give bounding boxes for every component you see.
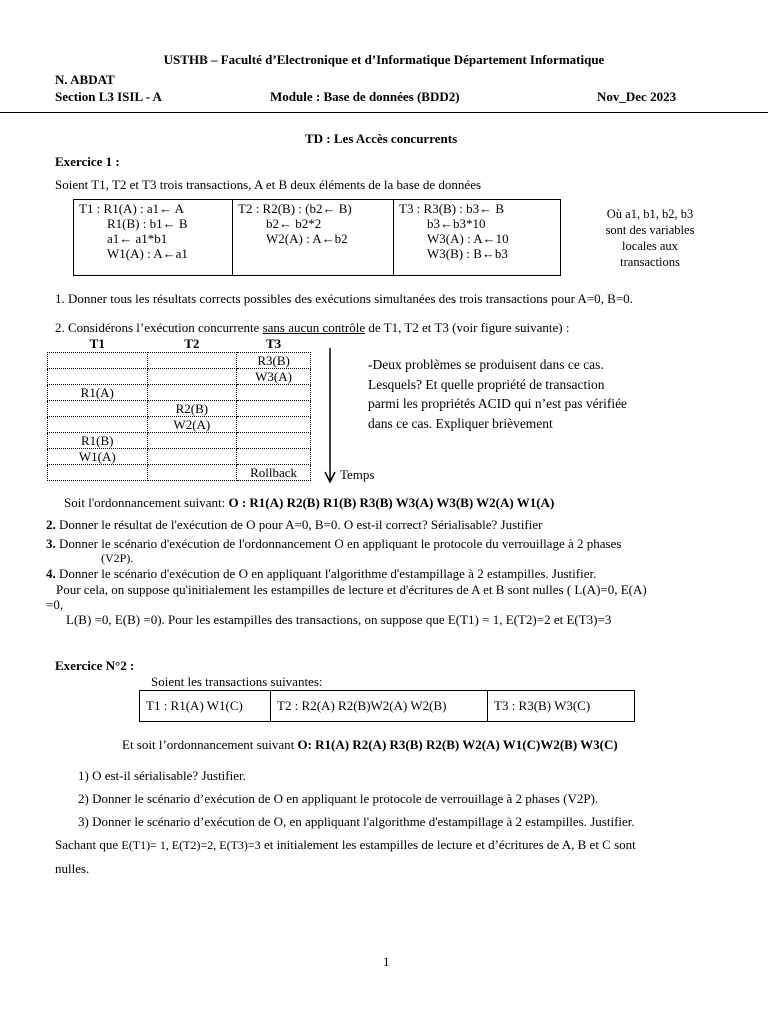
ex2-note-cont: nulles. xyxy=(55,861,90,876)
t1-line: a1← a1*b1 xyxy=(107,231,168,246)
schedule-row xyxy=(48,353,311,369)
transaction-t1-cell xyxy=(74,200,233,276)
t3-line: W3(A) : A←10 xyxy=(427,231,509,246)
ex2-t2-cell: T2 : R2(A) R2(B)W2(A) W2(B) xyxy=(271,691,488,722)
time-label: Temps xyxy=(340,467,375,482)
schedule-cell: Rollback xyxy=(237,465,311,481)
q2-number: 2. xyxy=(46,517,56,532)
page-number: 1 xyxy=(383,954,390,969)
schedule-cell xyxy=(147,449,237,465)
schedule-header: T1 xyxy=(89,336,105,351)
ex2-schedule-prefix: Et soit l’ordonnancement suivant xyxy=(122,737,298,752)
t1-line: R1(B) : b1← B xyxy=(107,216,188,231)
ex2-transactions-table xyxy=(139,690,635,722)
transactions-table xyxy=(73,199,561,276)
ex2-t1-cell: T1 : R1(A) W1(C) xyxy=(140,691,271,722)
question-1: 1. Donner tous les résultats corrects possibles des exécutions simultanées des trois transactions pour A=0, B=0. xyxy=(55,291,633,306)
q3-text: Donner le scénario d'exécution de l'ordonnancement O en appliquant le protocole du verrouillage à 2 phases xyxy=(55,536,622,551)
schedule-cell xyxy=(237,449,311,465)
schedule-table xyxy=(47,336,311,481)
problem-line: parmi les propriétés ACID qui n’est pas vérifiée xyxy=(368,396,628,411)
q2-underlined: sans aucun contrôle xyxy=(262,320,366,335)
schedule-cell xyxy=(147,465,237,481)
note-suffix: et initialement les estampilles de lecture et d’écritures de A, B et C sont xyxy=(260,837,636,852)
question-3-cont: (V2P). xyxy=(101,551,134,565)
schedule-row xyxy=(48,417,311,433)
schedule-cell: R3(B) xyxy=(237,353,311,369)
note-line: transactions xyxy=(620,255,680,269)
problem-line: -Deux problèmes se produisent dans ce cas. xyxy=(368,357,604,372)
schedule-row xyxy=(48,449,311,465)
author-name: N. ABDAT xyxy=(55,72,115,87)
institution-header: USTHB – Faculté d’Electronique et d’Informatique Département Informatique xyxy=(163,52,605,67)
question-2 xyxy=(46,517,542,533)
note-timestamps: E(T1)= 1, E(T2)=2, E(T3)=3 xyxy=(121,838,261,852)
module-label: Module : Base de données (BDD2) xyxy=(270,89,460,104)
question-4-cont: Pour cela, on suppose qu'initialement les estampilles de lecture et d'écritures de A et B sont nulles ( L(A)=0, E(A) xyxy=(56,582,647,597)
transaction-t2-cell xyxy=(233,200,394,276)
schedule-cell xyxy=(237,401,311,417)
header-divider xyxy=(0,112,768,113)
schedule-o-prefix: Soit l'ordonnancement suivant: xyxy=(64,495,229,510)
schedule-o-line xyxy=(64,495,554,511)
q3-number: 3. xyxy=(46,536,56,551)
ex2-schedule-o: O: R1(A) R2(A) R3(B) R2(B) W2(A) W1(C)W2(B) W3(C) xyxy=(297,737,618,752)
note-line: Où a1, b1, b2, b3 xyxy=(606,207,694,221)
schedule-cell: R1(B) xyxy=(48,433,148,449)
schedule-row xyxy=(48,401,311,417)
date-label: Nov_Dec 2023 xyxy=(597,89,677,104)
schedule-cell xyxy=(147,353,237,369)
local-variables-note xyxy=(578,206,722,270)
t1-line: T1 : R1(A) : a1← A xyxy=(79,201,185,216)
schedule-cell xyxy=(48,465,148,481)
t3-line: b3←b3*10 xyxy=(427,216,486,231)
exercise-1-intro: Soient T1, T2 et T3 trois transactions, A et B deux éléments de la base de données xyxy=(55,177,482,192)
question-2-intro xyxy=(55,320,569,336)
page-title: TD : Les Accès concurrents xyxy=(305,131,458,146)
ex2-note xyxy=(55,837,636,853)
ex2-question-3: 3) Donner le scénario d’exécution de O, en appliquant l'algorithme d'estampillage à 2 estampilles. Justifier. xyxy=(78,814,635,829)
q4-number: 4. xyxy=(46,566,56,581)
note-line: locales aux xyxy=(622,239,678,253)
note-prefix: Sachant que xyxy=(55,837,122,852)
schedule-cell xyxy=(48,353,148,369)
q2-prefix: 2. Considérons l’exécution concurrente xyxy=(55,320,263,335)
schedule-cell xyxy=(237,417,311,433)
schedule-cell xyxy=(147,369,237,385)
transaction-t3-cell xyxy=(394,200,561,276)
schedule-cell xyxy=(147,433,237,449)
problem-line: Lesquels? Et quelle propriété de transaction xyxy=(368,376,605,392)
exercise-2-heading: Exercice N°2 : xyxy=(55,658,135,673)
schedule-cell: W3(A) xyxy=(237,369,311,385)
schedule-row xyxy=(48,385,311,401)
schedule-o: O : R1(A) R2(B) R1(B) R3(B) W3(A) W3(B) W2(A) W1(A) xyxy=(228,495,555,510)
question-4-cont2: =0, xyxy=(46,597,64,612)
schedule-cell xyxy=(147,385,237,401)
schedule-header: T3 xyxy=(265,336,282,351)
schedule-cell xyxy=(237,433,311,449)
section-label: Section L3 ISIL - A xyxy=(55,89,162,104)
schedule-row xyxy=(48,369,311,385)
ex2-schedule-line xyxy=(122,737,618,753)
q2-text: Donner le résultat de l'exécution de O pour A=0, B=0. O est-il correct? Sérialisable? Justifier xyxy=(55,517,543,532)
ex2-question-1: 1) O est-il sérialisable? Justifier. xyxy=(78,768,246,783)
q2-suffix: de T1, T2 et T3 (voir figure suivante) : xyxy=(365,320,570,335)
schedule-cell: R1(A) xyxy=(48,385,148,401)
note-line: sont des variables xyxy=(605,223,695,237)
t2-line: T2 : R2(B) : (b2← B) xyxy=(238,201,352,216)
schedule-cell xyxy=(48,401,148,417)
schedule-row xyxy=(48,465,311,481)
exercise-1-heading: Exercice 1 : xyxy=(55,154,120,169)
schedule-cell: W2(A) xyxy=(147,417,237,433)
time-arrow-icon xyxy=(322,348,338,488)
ex2-t3-cell: T3 : R3(B) W3(C) xyxy=(488,691,635,722)
t2-line: b2← b2*2 xyxy=(266,216,322,231)
schedule-cell: W1(A) xyxy=(48,449,148,465)
schedule-cell: R2(B) xyxy=(147,401,237,417)
q4-text: Donner le scénario d'exécution de O en appliquant l'algorithme d'estampillage à 2 estampilles. Justifier. xyxy=(55,566,597,581)
t1-line: W1(A) : A←a1 xyxy=(107,246,188,261)
schedule-cell xyxy=(237,385,311,401)
question-4 xyxy=(46,566,596,582)
problem-line: dans ce cas. Expliquer brièvement xyxy=(368,415,553,431)
t3-line: T3 : R3(B) : b3← B xyxy=(399,201,505,216)
t2-line: W2(A) : A←b2 xyxy=(266,231,348,246)
schedule-cell xyxy=(48,417,148,433)
question-4-cont3: L(B) =0, E(B) =0). Pour les estampilles des transactions, on suppose que E(T1) = 1, E(T2)=2 et E(T3)=3 xyxy=(66,612,612,627)
schedule-cell xyxy=(48,369,148,385)
t3-line: W3(B) : B←b3 xyxy=(427,246,508,261)
exercise-2-intro: Soient les transactions suivantes: xyxy=(151,674,323,689)
schedule-row xyxy=(48,433,311,449)
schedule-header: T2 xyxy=(184,336,200,351)
question-3 xyxy=(46,536,621,552)
ex2-question-2: 2) Donner le scénario d’exécution de O en appliquant le protocole de verrouillage à 2 phases (V2P). xyxy=(78,791,599,806)
problem-statement xyxy=(368,355,627,433)
